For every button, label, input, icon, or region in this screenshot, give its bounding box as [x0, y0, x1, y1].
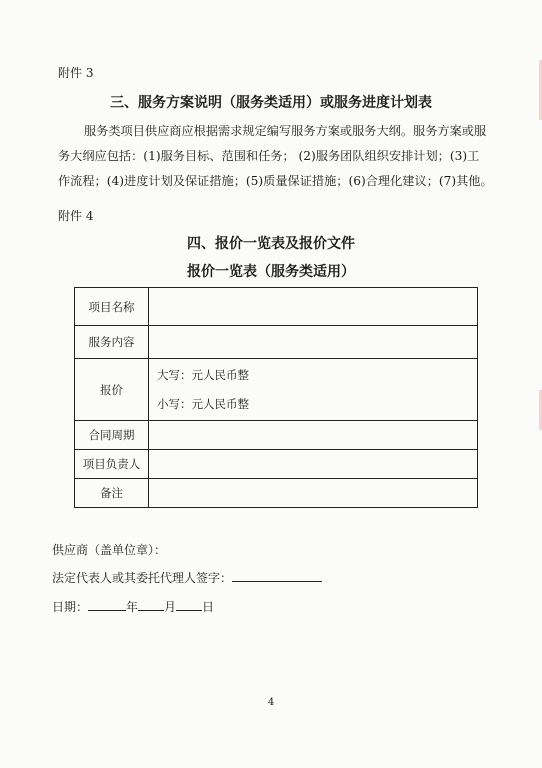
quote-table-title: 报价一览表（服务类适用）	[187, 264, 355, 280]
month-label: 月	[164, 600, 177, 614]
paragraph-line: 服务类项目供应商应根据需求规定编写服务方案或服务大纲。服务方案或服	[84, 124, 487, 138]
representative-label: 法定代表人或其委托代理人签字：	[52, 571, 233, 585]
remarks-label: 备注	[75, 479, 149, 508]
project-leader-label: 项目负责人	[75, 450, 149, 479]
service-content-cell[interactable]	[149, 326, 478, 359]
price-upper-text: 大写：元人民币整	[157, 367, 249, 382]
project-name-label: 项目名称	[75, 288, 149, 326]
table-row	[75, 450, 478, 479]
table-row	[75, 359, 478, 421]
service-content-label: 服务内容	[75, 326, 149, 359]
signature-blank[interactable]	[232, 569, 322, 582]
day-blank[interactable]	[176, 598, 202, 611]
date-label: 日期：	[52, 600, 89, 614]
paragraph-line: 作流程；(4)进度计划及保证措施；(5)质量保证措施；(6)合理化建议；(7)其他。	[58, 174, 493, 188]
price-lower-text: 小写：元人民币整	[157, 396, 249, 411]
price-cell[interactable]	[149, 359, 478, 421]
representative-signature-line	[52, 569, 322, 586]
section-3-paragraph	[58, 119, 498, 194]
paragraph-line: 务大纲应包括：(1)服务目标、范围和任务； (2)服务团队组织安排计划；(3)工	[58, 149, 480, 163]
section-4-title: 四、报价一览表及报价文件	[187, 236, 355, 252]
table-row	[75, 479, 478, 508]
contract-period-label: 合同周期	[75, 421, 149, 450]
month-blank[interactable]	[138, 598, 164, 611]
attachment-4-label: 附件 4	[58, 209, 94, 223]
year-label: 年	[126, 600, 139, 614]
attachment-3-label: 附件 3	[58, 66, 94, 80]
supplier-seal-line: 供应商（盖单位章）：	[52, 543, 167, 557]
contract-period-cell[interactable]	[149, 421, 478, 450]
remarks-cell[interactable]	[149, 479, 478, 508]
table-row	[75, 288, 478, 326]
page-number: 4	[267, 697, 275, 708]
section-3-title: 三、服务方案说明（服务类适用）或服务进度计划表	[110, 95, 432, 111]
date-line	[52, 598, 214, 615]
table-row	[75, 326, 478, 359]
year-blank[interactable]	[88, 598, 126, 611]
day-label: 日	[202, 600, 215, 614]
quote-summary-table	[74, 287, 478, 508]
project-leader-cell[interactable]	[149, 450, 478, 479]
price-label: 报价	[75, 359, 149, 421]
table-row	[75, 421, 478, 450]
project-name-cell[interactable]	[149, 288, 478, 326]
